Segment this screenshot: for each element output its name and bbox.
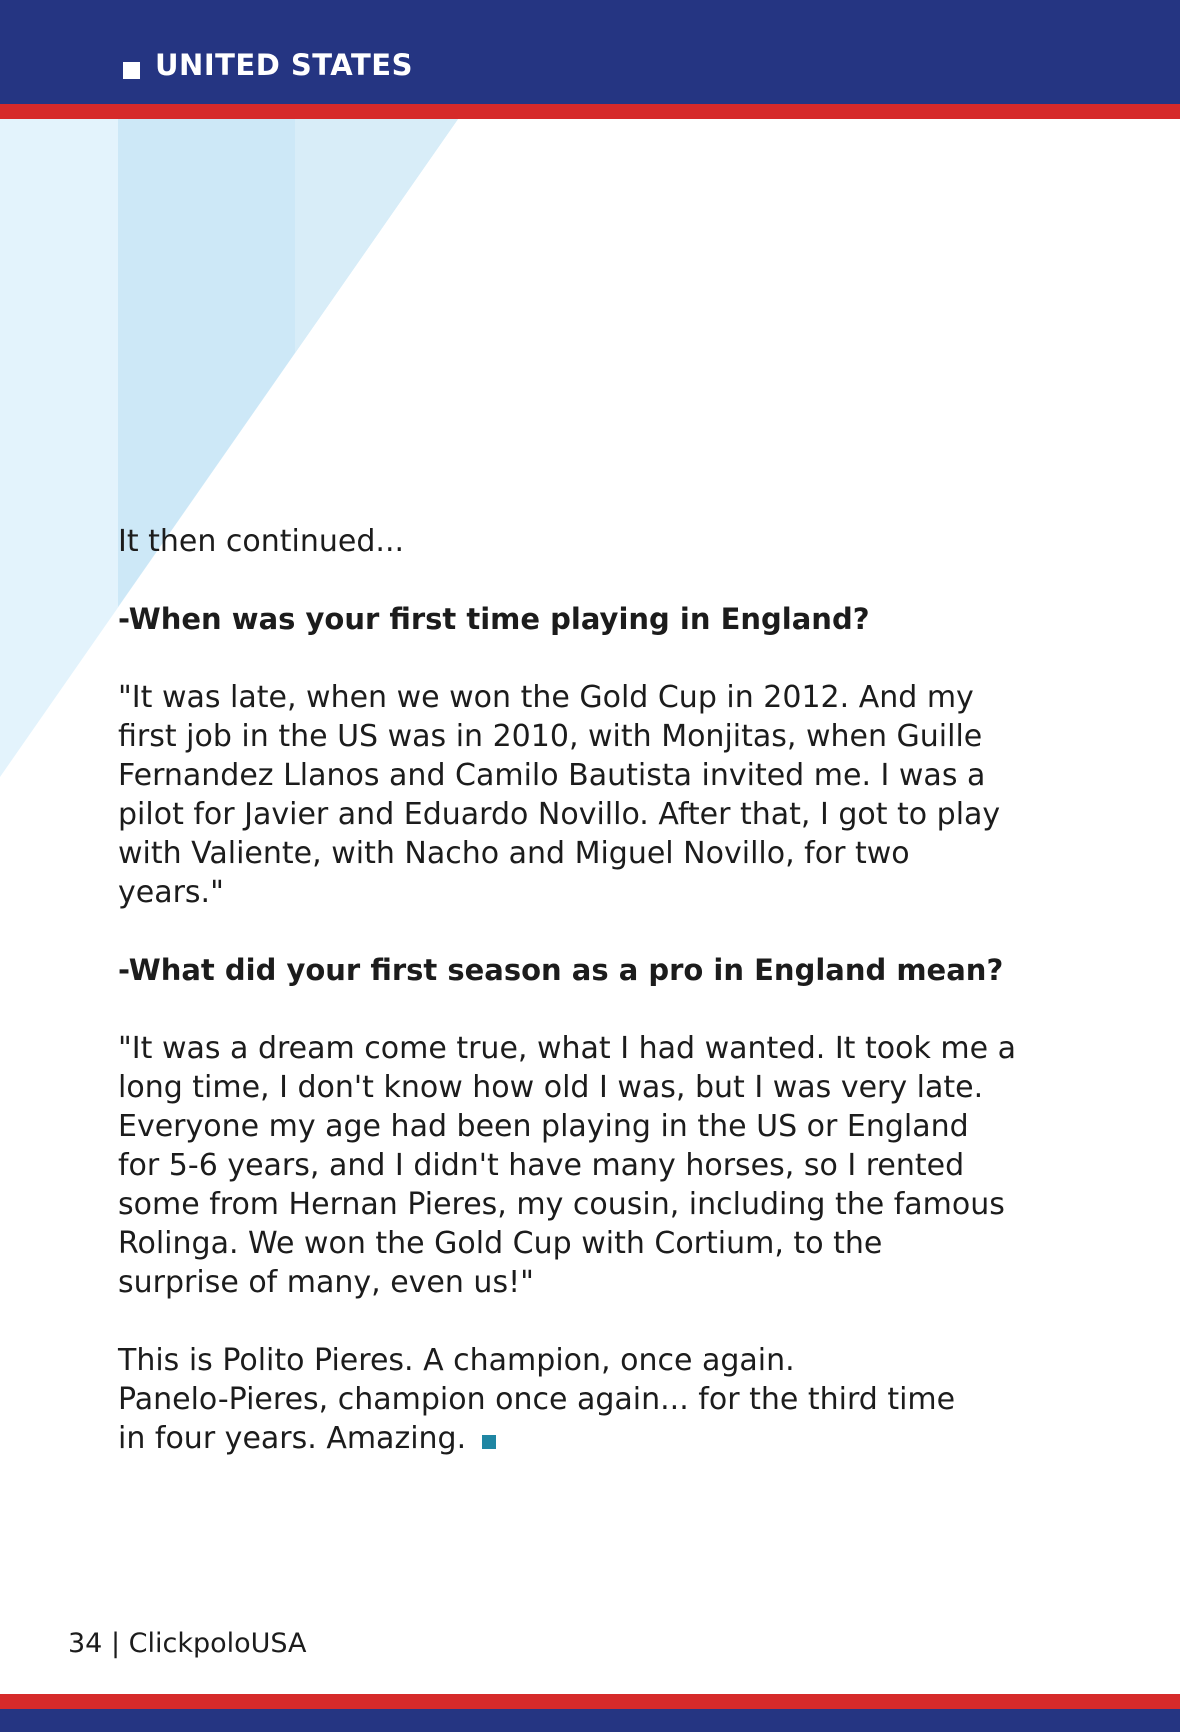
article-body	[118, 522, 1078, 1458]
interview-question: -What did your first season as a pro in England mean?	[118, 953, 1004, 987]
closing-text: This is Polito Pieres. A champion, once again. Panelo-Pieres, champion once again... for the third time in four years. Amazing.	[118, 1343, 956, 1456]
section-title: UNITED STATES	[155, 48, 413, 82]
interview-question: -When was your first time playing in England?	[118, 602, 870, 636]
end-of-article-icon	[482, 1435, 496, 1449]
intro-paragraph: It then continued...	[118, 524, 405, 559]
header-red-stripe	[0, 104, 1180, 119]
closing-paragraph	[118, 1341, 1078, 1458]
interview-answer: "It was a dream come true, what I had wanted. It took me a long time, I don't know how old I was, but I was very late. Everyone my age had been playing in the US or England for 5-6 years, and I didn't have many horses, so I rented some from Hernan Pieres, my cousin, including the famous Rolinga. We won the Gold Cup with Cortium, to the surprise of many, even us!"	[118, 1031, 1016, 1300]
footer-red-stripe	[0, 1694, 1180, 1709]
section-marker-icon	[123, 62, 140, 79]
interview-answer: "It was late, when we won the Gold Cup in 2012. And my first job in the US was in 2010, with Monjitas, when Guille Fernandez Llanos and Camilo Bautista invited me. I was a pilot for Javier and Eduardo Novillo. After that, I got to play with Valiente, with Nacho and Miguel Novillo, for two years."	[118, 680, 1001, 910]
footer-bar	[0, 1709, 1180, 1732]
page-number-label: 34 | ClickpoloUSA	[68, 1628, 307, 1659]
